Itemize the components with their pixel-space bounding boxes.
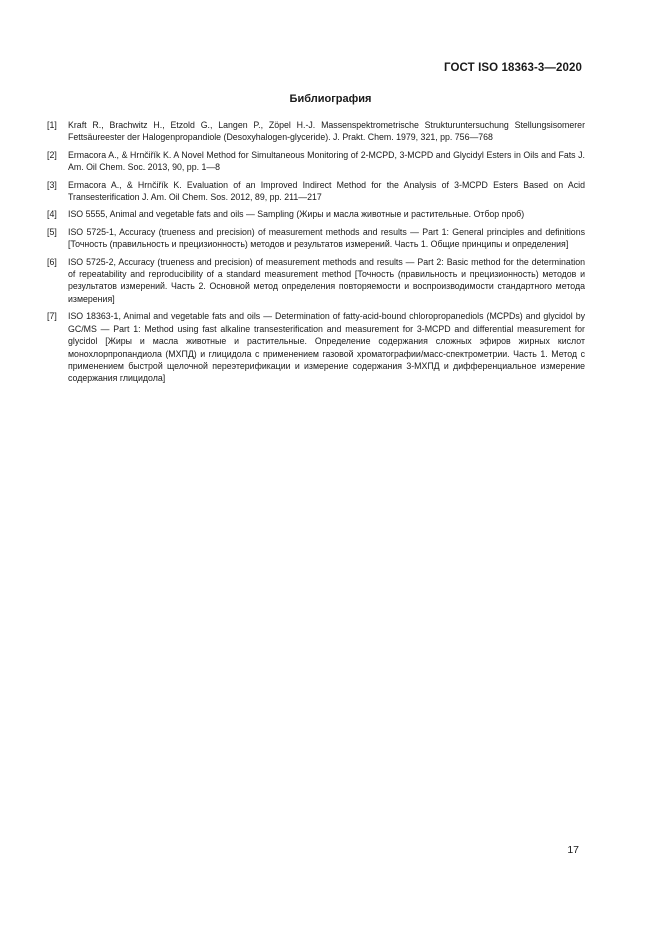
section-title: Библиография [289, 93, 372, 105]
reference-text: Ermacora A., & Hrnčiřík K. A Novel Method for Simultaneous Monitoring of 2-MCPD, 3-MCPD and Glycidyl Esters in Oils and Fats J. Am. Oil Chem. Soc. 2013, 90, pp. 1—8 [68, 149, 585, 173]
reference-number: [5] [47, 226, 57, 237]
reference-number: [4] [47, 209, 57, 220]
bibliography-list [47, 119, 585, 390]
reference-number: [7] [47, 311, 57, 322]
reference-text: ISO 5725-1, Accuracy (trueness and precision) of measurement methods and results — Part 1: General principles and definitions [Точность (правильность и прецизионность) методов и результатов измерений. Часть 1. Общие принципы и определения] [68, 226, 585, 250]
reference-text: ISO 5725-2, Accuracy (trueness and precision) of measurement methods and results — Part 2: Basic method for the determination of repeatability and reproducibility of a standard measurement method [Точность (правильность и прецизионность) методов и результатов измерений. Часть 2. Основной метод определения повторяемости и воспроизводимости стандартного метода измерения] [68, 256, 585, 304]
bibliography-item [47, 310, 585, 384]
page-number: 17 [567, 844, 579, 856]
bibliography-item [47, 119, 585, 144]
bibliography-item [47, 256, 585, 306]
document-code: ГОСТ ISO 18363-3—2020 [444, 62, 582, 74]
reference-text: ISO 5555, Animal and vegetable fats and oils — Sampling (Жиры и масла животные и растительные. Отбор проб) [68, 209, 525, 220]
reference-number: [1] [47, 120, 57, 130]
reference-text: ISO 18363-1, Animal and vegetable fats and oils — Determination of fatty-acid-bound chloropropanediols (MCPDs) and glycidol by GC/MS — Part 1: Method using fast alkaline transesterification and measurement for 3-MCPD and differential measurement for glycidol [Жиры и масла животные и растительные. Определение содержания сложных эфиров жирных кислот монохлорпропандиола (МХПД) и глицидола с применением газовой хроматографии/масс-спектрометрии. Часть 1. Метод с применением быстрой щелочной переэтерификации и измерение содержания 3-МХПД и дифференциальное измерение содержания глицидола] [68, 311, 585, 384]
reference-number: [6] [47, 256, 57, 267]
reference-text: Kraft R., Brachwitz H., Etzold G., Langen P., Zöpel H.-J. Massenspektrometrische Strukturuntersuchung Stellungsisomerer Fettsäureester der Halogenpropandiole (Desoxyhalogen-glyceride). J. Prakt. Chem. 1979, 321, pp. 756—768 [68, 120, 585, 143]
bibliography-item [47, 208, 585, 220]
bibliography-item [47, 226, 585, 251]
bibliography-item [47, 149, 585, 174]
reference-number: [2] [47, 149, 57, 160]
bibliography-item [47, 179, 585, 204]
reference-number: [3] [47, 179, 57, 190]
reference-text: Ermacora A., & Hrnčiřík K. Evaluation of an Improved Indirect Method for the Analysis of 3-MCPD Esters Based on Acid Transesterification J. Am. Oil Chem. Sos. 2012, 89, pp. 211—217 [68, 179, 585, 203]
